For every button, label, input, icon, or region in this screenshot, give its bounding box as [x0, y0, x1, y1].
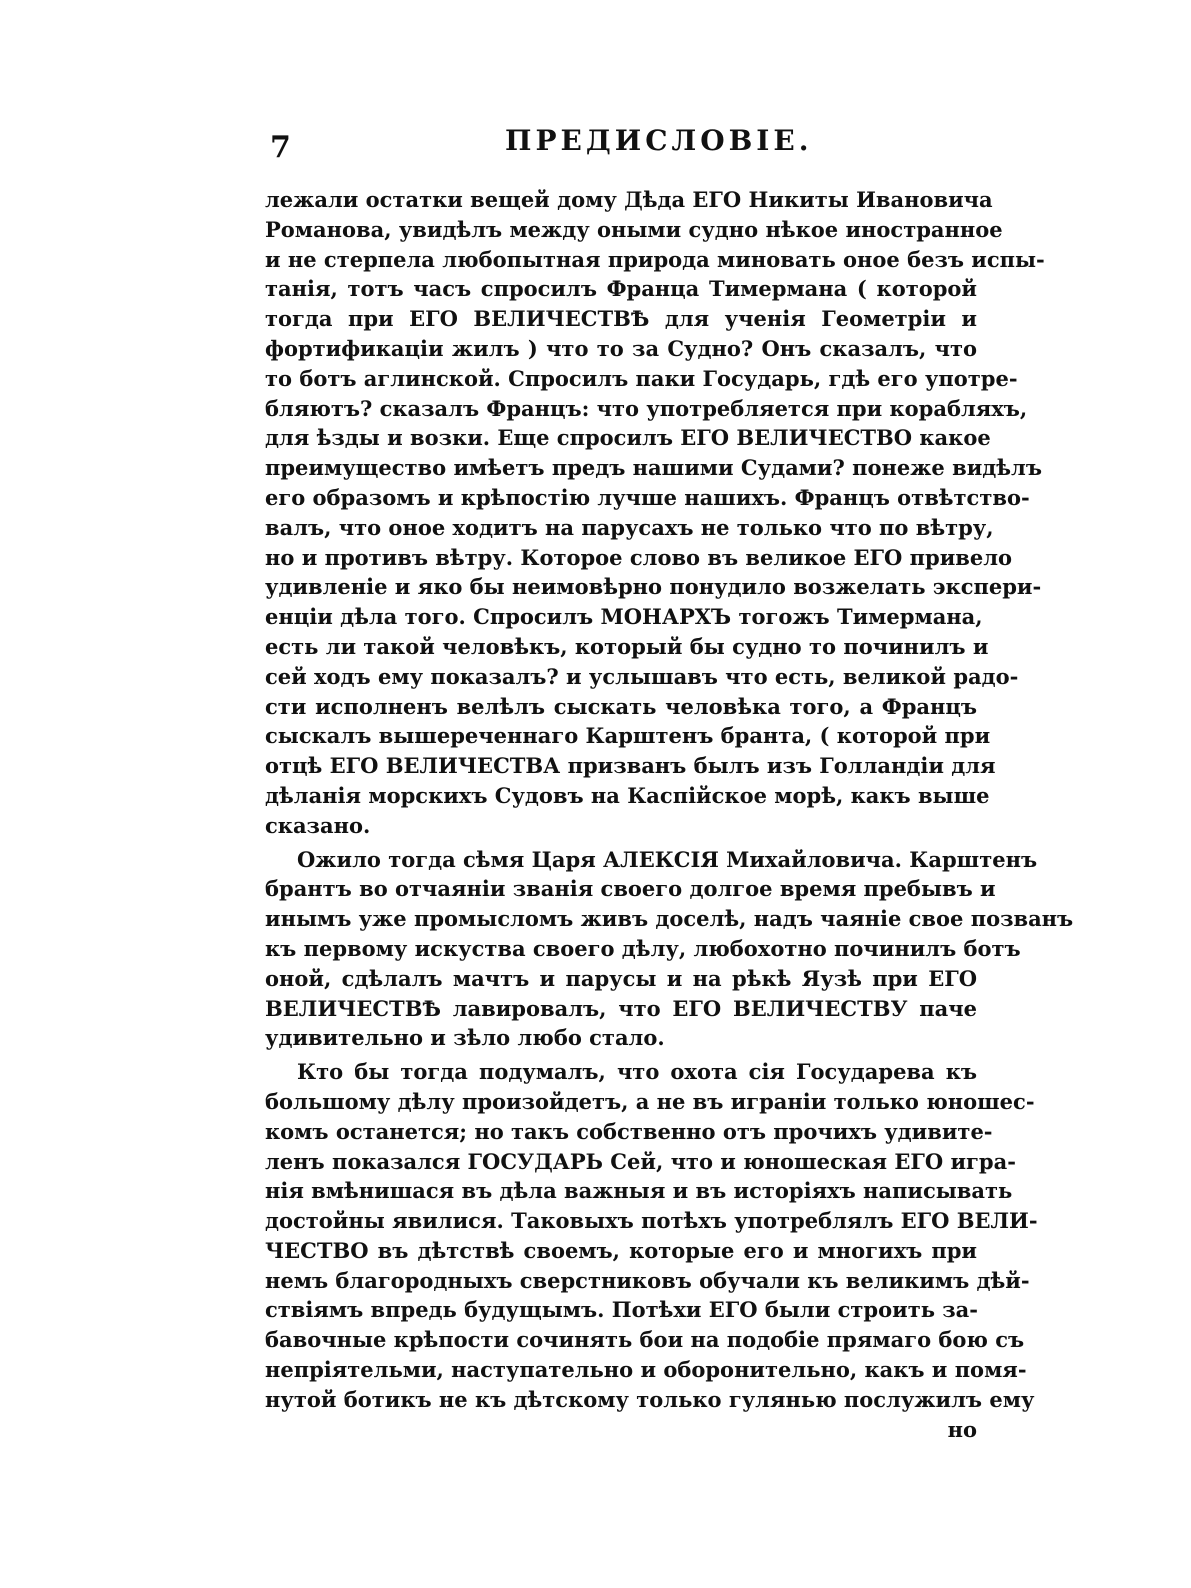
text-line: ЧЕСТВО въ дѣтствѣ своемъ, которые его и многихъ при [265, 1237, 977, 1263]
text-line: большому дѣлу произойдетъ, а не въ играніи только юношес- [265, 1088, 1035, 1114]
text-line: бавочные крѣпости сочинять бои на подобіе прямаго бою съ [265, 1327, 1025, 1353]
text-line: непріятельми, наступательно и оборонительно, какъ и помя- [265, 1357, 1027, 1383]
text-line: лежали остатки вещей дому Дѣда ЕГО Никиты Ивановича [265, 187, 993, 212]
text-line: сказано. [265, 812, 371, 838]
text-line: къ первому искуства своего дѣлу, любохотно починилъ ботъ [265, 935, 1021, 961]
catchword: но [947, 1416, 977, 1442]
text-line: удивленіе и яко бы неимовѣрно понудило возжелать экспери- [265, 574, 1042, 600]
text-line: Ожило тогда сѣмя Царя АЛЕКСІЯ Михайловича. Карштенъ [297, 846, 1038, 872]
text-line: брантъ во отчаяніи званія своего долгое время пребывъ и [265, 876, 996, 902]
text-line: достойны явилися. Таковыхъ потѣхъ употреблялъ ЕГО ВЕЛИ- [265, 1208, 1038, 1234]
text-line: но и противъ вѣтру. Которое слово въ великое ЕГО привело [265, 544, 1013, 570]
text-line: нія вмѣнишася въ дѣла важныя и въ исторіяхъ написывать [265, 1178, 1013, 1204]
text-line: валъ, что оное ходитъ на парусахъ не только что по вѣтру, [265, 514, 994, 540]
text-line: сыскалъ вышереченнаго Карштенъ бранта, ( которой при [265, 723, 991, 749]
text-line: сти исполненъ велѣлъ сыскать человѣка того, а Францъ [265, 693, 977, 719]
paragraph [265, 845, 1074, 1054]
text-line: фортификаціи жилъ ) что то за Судно? Онъ сказалъ, что [265, 335, 977, 361]
paragraph [265, 1057, 1038, 1415]
text-line: Романова, увидѣлъ между оными судно нѣкое иностранное [265, 216, 1003, 242]
text-line: дѣланія морскихъ Судовъ на Каспійское морѣ, какъ выше [265, 782, 990, 808]
text-line: тогда при ЕГО ВЕЛИЧЕСТВѢ для ученія Геометріи и [265, 306, 977, 332]
text-line: удивительно и зѣло любо стало. [265, 1025, 665, 1051]
body-text [265, 185, 1074, 1444]
text-line: Кто бы тогда подумалъ, что охота сія Государева къ [297, 1059, 977, 1085]
text-line: бляютъ? сказалъ Францъ: что употребляется при корабляхъ, [265, 395, 1028, 421]
text-line: нутой ботикъ не къ дѣтскому только гулянью послужилъ ему [265, 1386, 1035, 1412]
text-line: для ѣзды и возки. Еще спросилъ ЕГО ВЕЛИЧЕСТВО какое [265, 425, 991, 451]
text-line: есть ли такой человѣкъ, который бы судно то починилъ и [265, 633, 989, 659]
text-line: то ботъ аглинской. Спросилъ паки Государь, гдѣ его употре- [265, 365, 1018, 391]
text-line: сей ходъ ему показалъ? и услышавъ что есть, великой радо- [265, 663, 1019, 689]
text-line: немъ благородныхъ сверстниковъ обучали къ великимъ дѣй- [265, 1267, 1030, 1293]
paragraph [265, 185, 1045, 841]
text-line: преимущество имѣетъ предъ нашими Судами? понеже видѣлъ [265, 455, 1042, 481]
text-line: инымъ уже промысломъ живъ доселѣ, надъ чаяніе свое позванъ [265, 906, 1074, 932]
text-line: комъ останется; но такъ собственно отъ прочихъ удивите- [265, 1118, 993, 1144]
page-header [270, 120, 970, 170]
text-line: и не стерпела любопытная природа миновать оное безъ испы- [265, 246, 1045, 272]
text-line: оной, сдѣлалъ мачтъ и парусы и на рѣкѣ Яузѣ при ЕГО [265, 965, 977, 991]
page-number: 7 [270, 130, 291, 165]
text-line: его образомъ и крѣпостію лучше нашихъ. Францъ отвѣтство- [265, 484, 1030, 510]
text-line: енціи дѣла того. Спросилъ МОНАРХЪ тогожъ Тимермана, [265, 604, 983, 630]
text-line: ВЕЛИЧЕСТВѢ лавировалъ, что ЕГО ВЕЛИЧЕСТВУ паче [265, 995, 977, 1021]
text-line: ствіямъ впредь будущымъ. Потѣхи ЕГО были строить за- [265, 1297, 978, 1323]
text-line: ленъ показался ГОСУДАРЬ Сей, что и юношеская ЕГО игра- [265, 1148, 1016, 1174]
running-title: ПРЕДИСЛОВІЕ. [505, 124, 813, 157]
text-line: танія, тотъ часъ спросилъ Франца Тимермана ( которой [265, 276, 977, 302]
text-line: отцѣ ЕГО ВЕЛИЧЕСТВА призванъ былъ изъ Голландіи для [265, 753, 996, 779]
